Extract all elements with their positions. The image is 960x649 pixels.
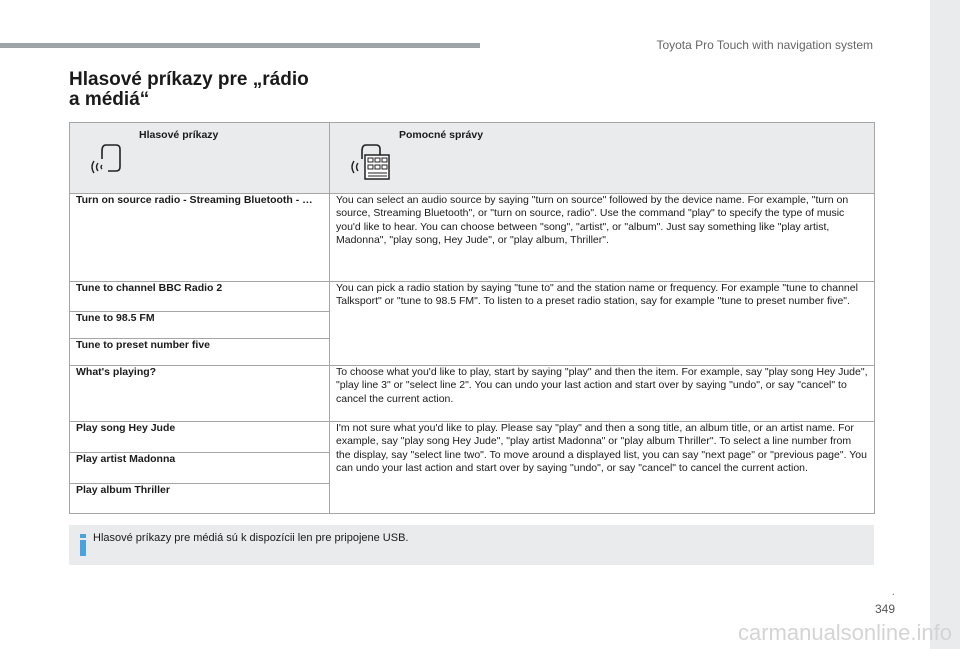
table-row xyxy=(70,194,875,282)
col-header-commands xyxy=(70,123,330,194)
command-cell: Tune to 98.5 FM xyxy=(70,312,330,339)
voice-command-table xyxy=(69,122,875,514)
table-header-row xyxy=(70,123,875,194)
help-message-icon xyxy=(348,137,396,185)
help-cell: You can pick a radio station by saying "tune to" and the station name or frequency. For example "tune to channel Talksport" or "tune to 98.5 FM". To listen to a preset radio station, say for example "tune to preset number five". xyxy=(330,282,875,366)
col-header-help-label: Pomocné správy xyxy=(399,129,484,141)
command-cell: Tune to channel BBC Radio 2 xyxy=(70,282,330,312)
info-icon xyxy=(79,534,87,556)
page-title xyxy=(69,70,309,110)
help-cell: To choose what you'd like to play, start by saying "play" and then the item. For example, say "play song Hey Jude", "play line 3" or "select line 2". You can undo your last action and start over by saying "undo", or say "cancel" to cancel the current action. xyxy=(330,366,875,422)
command-cell: Play artist Madonna xyxy=(70,453,330,484)
info-note xyxy=(69,525,874,565)
col-header-help xyxy=(330,123,875,194)
command-cell: Tune to preset number five xyxy=(70,339,330,366)
command-cell: Play song Hey Jude xyxy=(70,422,330,453)
col-header-commands-label: Hlasové príkazy xyxy=(139,129,219,141)
command-cell: Turn on source radio - Streaming Bluetooth - … xyxy=(70,194,330,282)
page-title-line2: a médiá“ xyxy=(69,89,150,110)
command-cell: Play album Thriller xyxy=(70,484,330,514)
info-note-text: Hlasové príkazy pre médiá sú k dispozícii len pre pripojene USB. xyxy=(93,532,409,544)
watermark: carmanualsonline.info xyxy=(737,620,952,645)
command-cell: What's playing? xyxy=(70,366,330,422)
header-title: Toyota Pro Touch with navigation system xyxy=(656,38,873,52)
page-margin-strip xyxy=(930,0,960,649)
voice-command-icon xyxy=(88,137,136,185)
help-cell: You can select an audio source by saying "turn on source" followed by the device name. For example, "turn on source, Streaming Bluetooth", or "turn on source, radio". Use the command "play" to specify the type of music you'd like to hear. You can choose between "song", "artist", or "album". Just say something like "play artist, Madonna", "play song, Hey Jude", or "play album, Thriller". xyxy=(330,194,875,282)
help-cell: I'm not sure what you'd like to play. Please say "play" and then a song title, an album title, or an artist name. For example, say "play song Hey Jude", "play artist Madonna" or "play album Thriller". To select a line number from the display, say "select line two". To move around a displayed list, you can say "next page" or "previous page". You can undo your last action and start over by saying "undo", or say "cancel" to cancel the current action. xyxy=(330,422,875,514)
table-row xyxy=(70,366,875,422)
page-number: 349 xyxy=(874,602,895,616)
page-title-line1: Hlasové príkazy pre „rádio xyxy=(69,69,309,90)
table-row xyxy=(70,422,875,453)
page-dots: . xyxy=(891,584,895,598)
table-row xyxy=(70,282,875,312)
